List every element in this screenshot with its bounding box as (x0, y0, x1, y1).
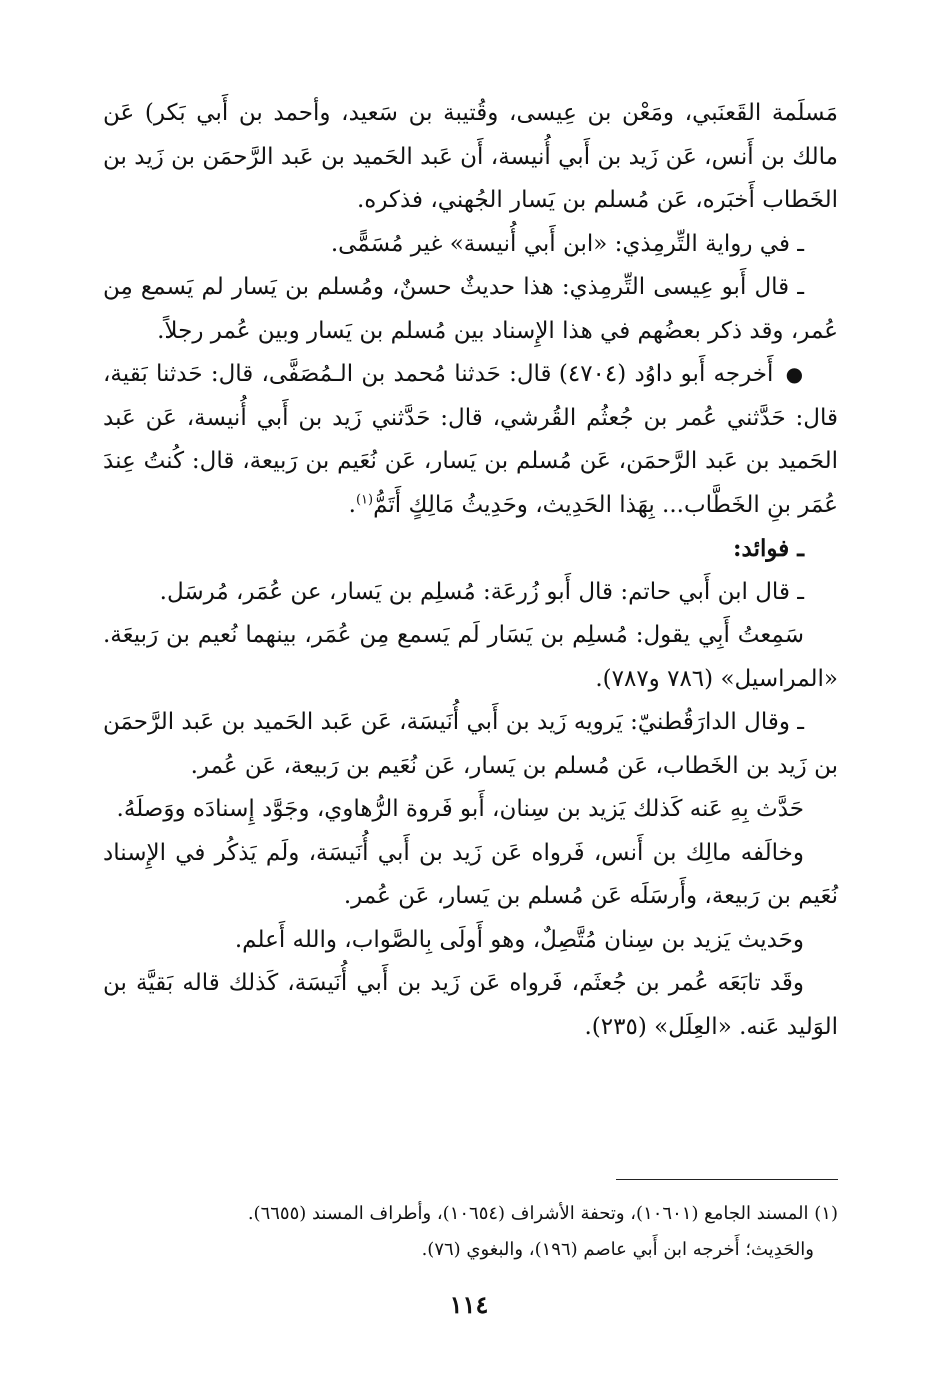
paragraph-11: وقَد تابَعَه عُمر بن جُعثَم، فَرواه عَن زَيد بن أَبي أُنَيسَة، كَذلك قاله بَقيَّة بن الوَليد عَنه. «العِلَل» (٢٣٥). (103, 970, 838, 1040)
footnote-ref[interactable]: (١) (355, 491, 374, 507)
paragraph-1: مَسلَمة القَعنَبي، ومَعْن بن عِيسى، وقُتيبة بن سَعيد، وأحمد بن أَبي بَكر) عَن مالك بن أَنس، عَن زَيد بن أَبي أُنيسة، أَن عَبد الحَميد بن عَبد الرَّحمَن بن زَيد بن الخَطاب أَخبَره، عَن مُسلم بن يَسار الجُهني، فذكره. (103, 100, 838, 213)
paragraph-4-text: أَخرجه أَبو داوُد (٤٧٠٤) قال: حَدثنا مُحمد بن الـمُصَفَّى، قال: حَدثنا بَقية، قال: حَدَّثني عُمر بن جُعثُم القُرشي، قال: حَدَّثني زَيد بن أَبي أُنيسة، عَن عَبد الحَميد بن عَبد الرَّحمَن، عَن مُسلم بن يَسار، عَن نُعَيم بن رَبيعة، قال: كُنتُ عِندَ عُمَر بنِ الخَطَّاب... بِهَذا الحَدِيث، وحَدِيثُ مَالِكٍ أَتَمُّ (103, 361, 838, 518)
footnote-2: والحَدِيث؛ أَخرجه ابن أَبي عاصم (١٩٦)، والبغوي (٧٦). (421, 1239, 814, 1260)
paragraph-9: وخالَفه مالِك بن أَنس، فَرواه عَن زَيد بن أَبي أُنَيسَة، ولَم يَذكُر في الإِسناد نُعَيم بن رَبيعة، وأَرسَلَه عَن مُسلم بن يَسار، عَن عُمر. (103, 839, 838, 909)
bullet-icon: ● (785, 362, 805, 386)
footnotes (103, 1196, 838, 1268)
paragraph-10: وحَديث يَزيد بن سِنان مُتَّصِلٌ، وهو أَولَى بِالصَّواب، والله أَعلم. (234, 926, 804, 953)
paragraph-7: ـ وقال الدارَقُطنيّ: يَرويه زَيد بن أَبي أُنَيسَة، عَن عَبد الحَميد بن عَبد الرَّحمَن بن زَيد بن الخَطاب، عَن مُسلم بن يَسار، عَن نُعَيم بن رَبيعة، عَن عُمر. (103, 709, 838, 779)
paragraph-4 (103, 353, 838, 527)
page-number: ١١٤ (449, 1290, 489, 1319)
paragraph-8: حَدَّث بِهِ عَنه كَذلك يَزيد بن سِنان، أَبو فَروة الرُّهاوي، وجَوَّد إِسنادَه ووَصلَهُ. (116, 796, 804, 822)
section-heading: ـ فوائد: (733, 535, 804, 562)
paragraph-3: ـ قال أَبو عِيسى التِّرمِذي: هذا حديثٌ حسنٌ، ومُسلم بن يَسار لم يَسمع مِن عُمر، وقد ذكر بعضُهم في هذا الإِسناد بين مُسلم بن يَسار وبين عُمر رجلاً. (103, 274, 838, 344)
paragraph-5: ـ قال ابن أَبي حاتم: قال أَبو زُرعَة: مُسلِم بن يَسار، عن عُمَر، مُرسَل. (159, 578, 804, 605)
main-text (103, 92, 838, 1049)
paragraph-2: ـ في رواية التِّرمِذي: «ابن أَبي أُنيسة» غير مُسَمًّى. (330, 230, 804, 257)
paragraph-4-end: . (348, 491, 356, 518)
footnote-divider (616, 1179, 838, 1180)
footnote-1: (١) المسند الجامع (١٠٦٠١)، وتحفة الأشراف (١٠٦٥٤)، وأطراف المسند (٦٦٥٥). (247, 1203, 838, 1224)
paragraph-6: سَمِعتُ أَبِي يقول: مُسلِم بن يَسَار لَم يَسمع مِن عُمَر، بينهما نُعيم بن رَبيعَة. «المراسيل» (٧٨٦ و٧٨٧). (103, 622, 838, 692)
